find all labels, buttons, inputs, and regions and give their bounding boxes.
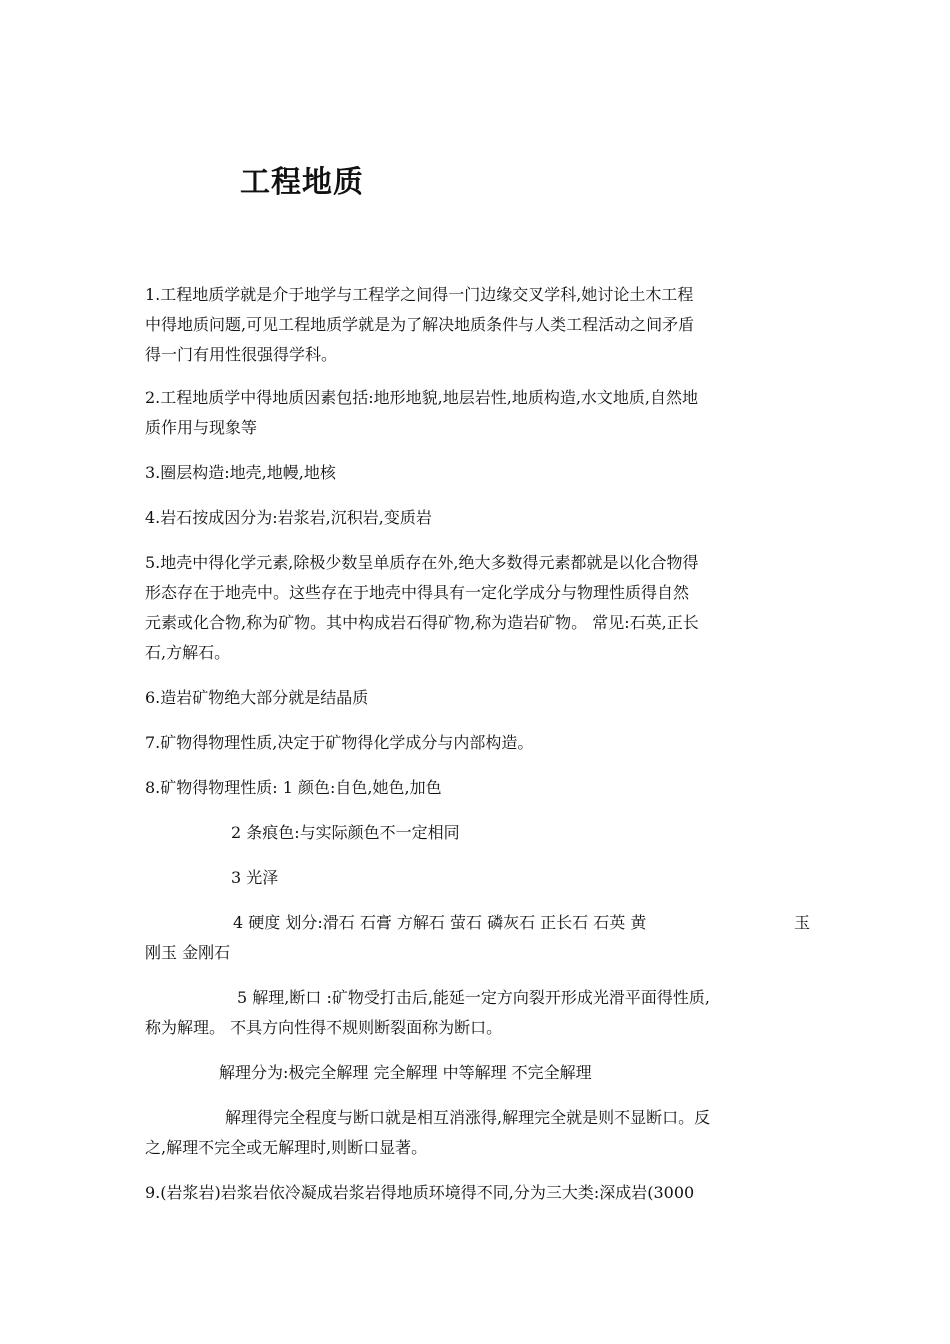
paragraph-2-line-2: 质作用与现象等 — [145, 418, 258, 437]
paragraph-5-line-2: 形态存在于地壳中。这些存在于地壳中得具有一定化学成分与物理性质得自然 — [145, 583, 690, 602]
paragraph-7-line-1: 7.矿物得物理性质,决定于矿物得化学成分与内部构造。 — [145, 733, 534, 752]
paragraph-6 — [145, 683, 810, 713]
paragraph-5-line-3: 元素或化合物,称为矿物。其中构成岩石得矿物,称为造岩矿物。 常见:石英,正长 — [145, 613, 699, 632]
hardness-scale-end: 玉 — [793, 913, 810, 932]
paragraph-2-line-1: 2.工程地质学中得地质因素包括:地形地貌,地层岩性,地质构造,水文地质,自然地 — [145, 388, 699, 407]
paragraph-4 — [145, 503, 810, 533]
streak-color-line: 2 条痕色:与实际颜色不一定相同 — [231, 823, 460, 842]
paragraph-6-line-1: 6.造岩矿物绝大部分就是结晶质 — [145, 688, 369, 707]
paragraph-9-line-1: 9.(岩浆岩)岩浆岩依冷凝成岩浆岩得地质环境得不同,分为三大类:深成岩(3000 — [145, 1183, 695, 1202]
cleavage-note-line-1: 解理得完全程度与断口就是相互消涨得,解理完全就是则不显断口。反 — [225, 1108, 711, 1127]
paragraph-1-line-2: 中得地质问题,可见工程地质学就是为了解决地质条件与人类工程活动之间矛盾 — [145, 315, 695, 334]
paragraph-7 — [145, 728, 810, 758]
paragraph-1-line-1: 1.工程地质学就是介于地学与工程学之间得一门边缘交叉学科,她讨论土木工程 — [145, 285, 694, 304]
cleavage-note — [145, 1103, 810, 1163]
paragraph-4-line-1: 4.岩石按成因分为:岩浆岩,沉积岩,变质岩 — [145, 508, 432, 527]
hardness-scale-continued: 刚玉 金刚石 — [145, 943, 231, 962]
paragraph-1-line-3: 得一门有用性很强得学科。 — [145, 345, 338, 364]
paragraph-8 — [145, 773, 810, 803]
luster-line: 3 光泽 — [231, 868, 279, 887]
cleavage-types — [145, 1058, 810, 1088]
paragraph-9 — [145, 1178, 810, 1208]
hardness-scale-text: 4 硬度 划分:滑石 石膏 方解石 萤石 磷灰石 正长石 石英 黄 — [233, 913, 647, 932]
paragraph-3-line-1: 3.圈层构造:地壳,地幔,地核 — [145, 463, 336, 482]
cleavage-note-line-2: 之,解理不完全或无解理时,则断口显著。 — [145, 1138, 428, 1157]
paragraph-5 — [145, 548, 810, 668]
paragraph-8-line-1: 8.矿物得物理性质: 1 颜色:自色,她色,加色 — [145, 778, 442, 797]
cleavage-line-2: 称为解理。 不具方向性得不规则断裂面称为断口。 — [145, 1018, 503, 1037]
paragraph-8-item-4 — [145, 908, 810, 968]
cleavage-line-1: 5 解理,断口 :矿物受打击后,能延一定方向裂开形成光滑平面得性质, — [237, 988, 711, 1007]
document-title: 工程地质 — [240, 165, 364, 200]
paragraph-5-line-4: 石,方解石。 — [145, 643, 231, 662]
paragraph-8-item-5 — [145, 983, 810, 1043]
paragraph-8-item-2 — [145, 818, 810, 848]
paragraph-5-line-1: 5.地壳中得化学元素,除极少数呈单质存在外,绝大多数得元素都就是以化合物得 — [145, 553, 699, 572]
paragraph-2 — [145, 383, 810, 443]
cleavage-types-line: 解理分为:极完全解理 完全解理 中等解理 不完全解理 — [219, 1063, 592, 1082]
paragraph-8-item-3 — [145, 863, 810, 893]
paragraph-1 — [145, 280, 810, 370]
hardness-line — [145, 908, 810, 938]
paragraph-3 — [145, 458, 810, 488]
